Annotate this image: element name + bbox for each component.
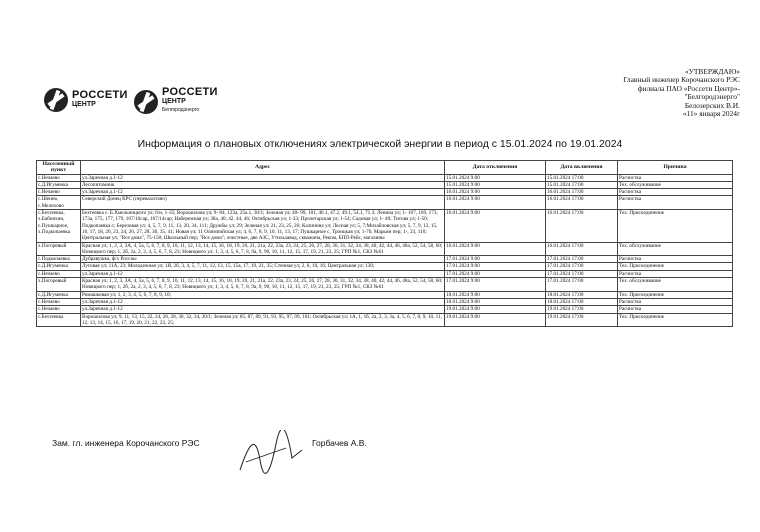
cell-reason: Тех. Присоединение [618, 210, 733, 242]
cell-on-date: 17.01.2024 17:00 [546, 278, 618, 292]
signer-position: Зам. гл. инженера Корочанского РЭС [52, 438, 200, 448]
cell-off-date: 16.01.2024 9:00 [445, 210, 546, 242]
table-row [37, 181, 733, 188]
cell-place: с.Д.Игуменка [37, 291, 81, 298]
table-row [37, 174, 733, 181]
cell-off-date: 16.01.2024 9:00 [445, 242, 546, 256]
logo-sub: ЦЕНТР [162, 98, 186, 105]
cell-reason: Расчистка [618, 174, 733, 181]
cell-place: с.Бехтеевка [37, 313, 81, 327]
cell-address: Ворошилова ул; 9, 11, 13, 15, 22, 24, 26, 28, 30, 32, 34, 30/1; Зеленая ул; 85, 87, 89, 91, 93, 95, 97, 99, 101; Октябрьская ул; 1А, 1, 1б, 2а, 2, 3, 3а, 4, 5, 6, 7, 8, 9, 10, 11, 12, 13, 14, 15, 16, 17, 19, 20, 21, 22, 23, 25; [81, 313, 445, 327]
cell-place: х.Погоревый [37, 242, 81, 256]
cell-reason: Расчистка [618, 189, 733, 196]
handwritten-signature [236, 430, 306, 476]
approval-line: «11» января 2024г [682, 109, 740, 119]
approval-line: Главный инженер Корочанского РЭС [623, 75, 740, 85]
cell-reason: Тех. обслуживание [618, 242, 733, 256]
rosseti-emblem-icon [44, 88, 68, 112]
cell-off-date: 17.01.2024 9:00 [445, 278, 546, 292]
cell-on-date: 18.01.2024 17:00 [546, 291, 618, 298]
table-row [37, 256, 733, 263]
approval-block [560, 68, 740, 118]
header-off-date: Дата отключения [445, 161, 546, 175]
outage-table [36, 160, 733, 327]
cell-place: с.Д.Игуменка [37, 181, 81, 188]
cell-place: с.Нечаево [37, 174, 81, 181]
cell-on-date: 15.01.2024 17:00 [546, 174, 618, 181]
cell-place: с.Нечаево [37, 189, 81, 196]
cell-on-date: 16.01.2024 17:00 [546, 242, 618, 256]
cell-off-date: 17.01.2024 9:00 [445, 270, 546, 277]
logo-name: РОССЕТИ [72, 89, 128, 101]
cell-on-date: 16.01.2024 17:00 [546, 210, 618, 242]
cell-on-date: 16.01.2024 17:00 [546, 189, 618, 196]
cell-address: Северский Донец КРС (перевахитано) [81, 196, 445, 210]
cell-off-date: 15.01.2024 9:00 [445, 174, 546, 181]
cell-reason: Тех. Присоединение [618, 313, 733, 327]
cell-address: ул.Заречная д.1-12 [81, 270, 445, 277]
table-row [37, 242, 733, 256]
cell-address: Дубравушка, ф/х Россоы [81, 256, 445, 263]
approval-line: «УТВЕРЖДАЮ» [684, 67, 740, 76]
document-title: Информация о плановых отключениях электрической энергии в период с 15.01.2024 по 19.01.2024 [137, 138, 623, 150]
cell-address: Луговая ул; 11А, 23; Молодежная ул; 1Я, 2б, 3, 4, 5, 7, 11, 12, 13, 15, 15а, 17, 19, 21, 35; Степная ул; 2, 6, 10, 16; Центральная ул; 130; [81, 263, 445, 270]
cell-reason: Расчистка [618, 306, 733, 313]
cell-place: с.Подкопаевка [37, 256, 81, 263]
cell-reason: Расчистка [618, 270, 733, 277]
header-reason: Причина [618, 161, 733, 175]
cell-reason: Тех. Присоединение [618, 263, 733, 270]
cell-on-date: 18.01.2024 17:00 [546, 298, 618, 305]
cell-on-date: 15.01.2024 17:00 [546, 181, 618, 188]
cell-place: с.Бехтеевка, х.Бабияхин, с.Пушкарное, х.Подкопаевка [37, 210, 81, 242]
cell-address: Бехтеевка с. Б.Хмельницкого ул; 6/н, 1-35; Ворошилова ул; 9- 84, 123а, 25а.1, 30/1; Зеленая ул; 40- 99, 101, 46.1, 47.2, 49.1, 54.1, 71.3; Ленина ул; 1- 167, 169, 173, 173а, 175, 177, 179, 167/10сар, 167/14сар; Набережная ул; 38а, 40, 42, 44, 46; Октябрьская ул; 1-33; Пролетарская ул; 1-54; Садовая ул; 1- 40; Титова ул; 1-50; Подкопаевка с; Березовая ул; 4, 5, 7, 9, 11, 13, 20, 34, 111; Дружбы ул; 29; Зеленая ул; 21, 23, 25, 26; Калинина ул; Лесная ул; 5, 7;Михайловская ул; 5, 7, 9, 12, 15, 16, 17, 18, 20, 23, 24, 26, 27, 28, 30, 35, 41; Новая ул; 11 Олимпийская ул; 4, 6, 7, 8, 9, 10, 11, 13, 17; Пушкарное с, Троицкая ул; 1-70, Марьин пер; 1-, 23, 110; Центральная ул; "Все дома", 75-158; Школьный пер; "Все дома"; очистные, две АЗС, Утильзавод, скважина, Реком, БПП-Рейс, магазины [81, 210, 445, 242]
cell-on-date: 19.01.2024 17:00 [546, 306, 618, 313]
header-place: Населенный пункт [37, 161, 81, 175]
cell-on-date: 17.01.2024 17:00 [546, 270, 618, 277]
table-row [37, 291, 733, 298]
cell-address: ул.Заречная д.1-12 [81, 306, 445, 313]
table-row [37, 210, 733, 242]
cell-off-date: 16.01.2024 9:00 [445, 196, 546, 210]
table-row [37, 189, 733, 196]
cell-reason: Тех. Присоединение [618, 291, 733, 298]
cell-reason: Расчистка [618, 196, 733, 210]
table-row [37, 306, 733, 313]
rosseti-logo-1 [44, 88, 128, 112]
table-row [37, 196, 733, 210]
cell-address: Красная ул; 1, 2, 3, 3А, 4, 5а, 5, 6, 7, 8, 9, 10, 11, 12, 13, 14, 15, 16, 18, 19, 20, 21, 21а, 22, 23а, 23, 24, 25, 26, 27, 28, 30, 31, 32, 34, 38, 40, 42, 44, 46, 48а, 52, 54, 58, 60; Новицкого пер; 1, 2б, 2а, 2, 3, 4, 5, 6, 7, 8, 23; Новицкого ул; 1, 3, 4, 5, 6, 7, 8, 9а, 9, 90, 10, 11, 12, 15, 17, 19, 21, 23, 25; ГРП №1, СКЗ №61 [81, 278, 445, 292]
logo-sub: ЦЕНТР [72, 101, 96, 108]
cell-on-date: 17.01.2024 17:00 [546, 263, 618, 270]
cell-address: ул.Заречная д.1-12 [81, 298, 445, 305]
cell-off-date: 18.01.2024 9:00 [445, 298, 546, 305]
signer-name: Горбачев А.В. [312, 438, 367, 448]
cell-address: ул.Заречная д.1-12 [81, 189, 445, 196]
cell-place: с.Нечаево [37, 298, 81, 305]
header-address: Адрес [81, 161, 445, 175]
cell-place: с.Нечаево [37, 306, 81, 313]
cell-reason: Тех. обслуживание [618, 181, 733, 188]
cell-on-date: 19.01.2024 17:00 [546, 313, 618, 327]
cell-address: Лесопитомник [81, 181, 445, 188]
table-row [37, 278, 733, 292]
cell-off-date: 16.01.2024 9:00 [445, 189, 546, 196]
logo-branch: Белгородэнерго [162, 107, 200, 113]
cell-place: с.Шеино, с.Мелихово [37, 196, 81, 210]
approval-line: филиала ПАО «Россети Центр»- [637, 83, 740, 93]
cell-address: Красная ул; 1, 2, 3, 3А, 4, 5а, 5, 6, 7, 8, 9, 10, 11, 12, 13, 14, 15, 16, 18, 19, 20, 21, 21а, 22, 23а, 23, 24, 25, 26, 27, 28, 30, 31, 32, 34, 38, 40, 42, 44, 46, 48а, 52, 54, 58, 60; Новицкого пер; 1, 2б, 2а, 2, 3, 4, 5, 6, 7, 8, 23; Новицкого ул; 1, 3, 4, 5, 6, 7, 8, 9а, 9, 90, 10, 11, 12, 15, 17, 19, 21, 23, 25; ГРП №1, СКЗ №61 [81, 242, 445, 256]
cell-reason: Расчистка [618, 298, 733, 305]
cell-address: ул.Заречная д.1-12 [81, 174, 445, 181]
table-row [37, 313, 733, 327]
rosseti-logo-2 [134, 88, 218, 115]
cell-reason: Расчистка [618, 256, 733, 263]
cell-off-date: 19.01.2024 9:00 [445, 306, 546, 313]
approval-line: "Белгородэнерго" [684, 92, 740, 102]
cell-on-date: 17.01.2024 17:00 [546, 256, 618, 263]
header-on-date: Дата включения [546, 161, 618, 175]
table-row [37, 263, 733, 270]
cell-place: с.Нечаево [37, 270, 81, 277]
cell-reason: Тех. обслуживание [618, 278, 733, 292]
table-row [37, 270, 733, 277]
cell-off-date: 19.01.2024 9:00 [445, 313, 546, 327]
cell-place: х.Погоревый [37, 278, 81, 292]
cell-off-date: 18.01.2024 9:00 [445, 291, 546, 298]
cell-off-date: 17.01.2024 9:00 [445, 263, 546, 270]
table-row [37, 298, 733, 305]
table-header-row [37, 161, 733, 175]
cell-place: с.Д.Игуменка [37, 263, 81, 270]
cell-off-date: 15.01.2024 9:00 [445, 181, 546, 188]
cell-off-date: 17.01.2024 9:00 [445, 256, 546, 263]
approval-line: Белозерских В.И. [684, 100, 740, 110]
cell-on-date: 16.01.2024 17:00 [546, 196, 618, 210]
rosseti-emblem-icon [134, 90, 158, 114]
logo-name: РОССЕТИ [162, 86, 218, 98]
cell-address: Ромашковая ул; 1, 2, 3, 4, 5, 6, 7, 8, 9, 10; [81, 291, 445, 298]
